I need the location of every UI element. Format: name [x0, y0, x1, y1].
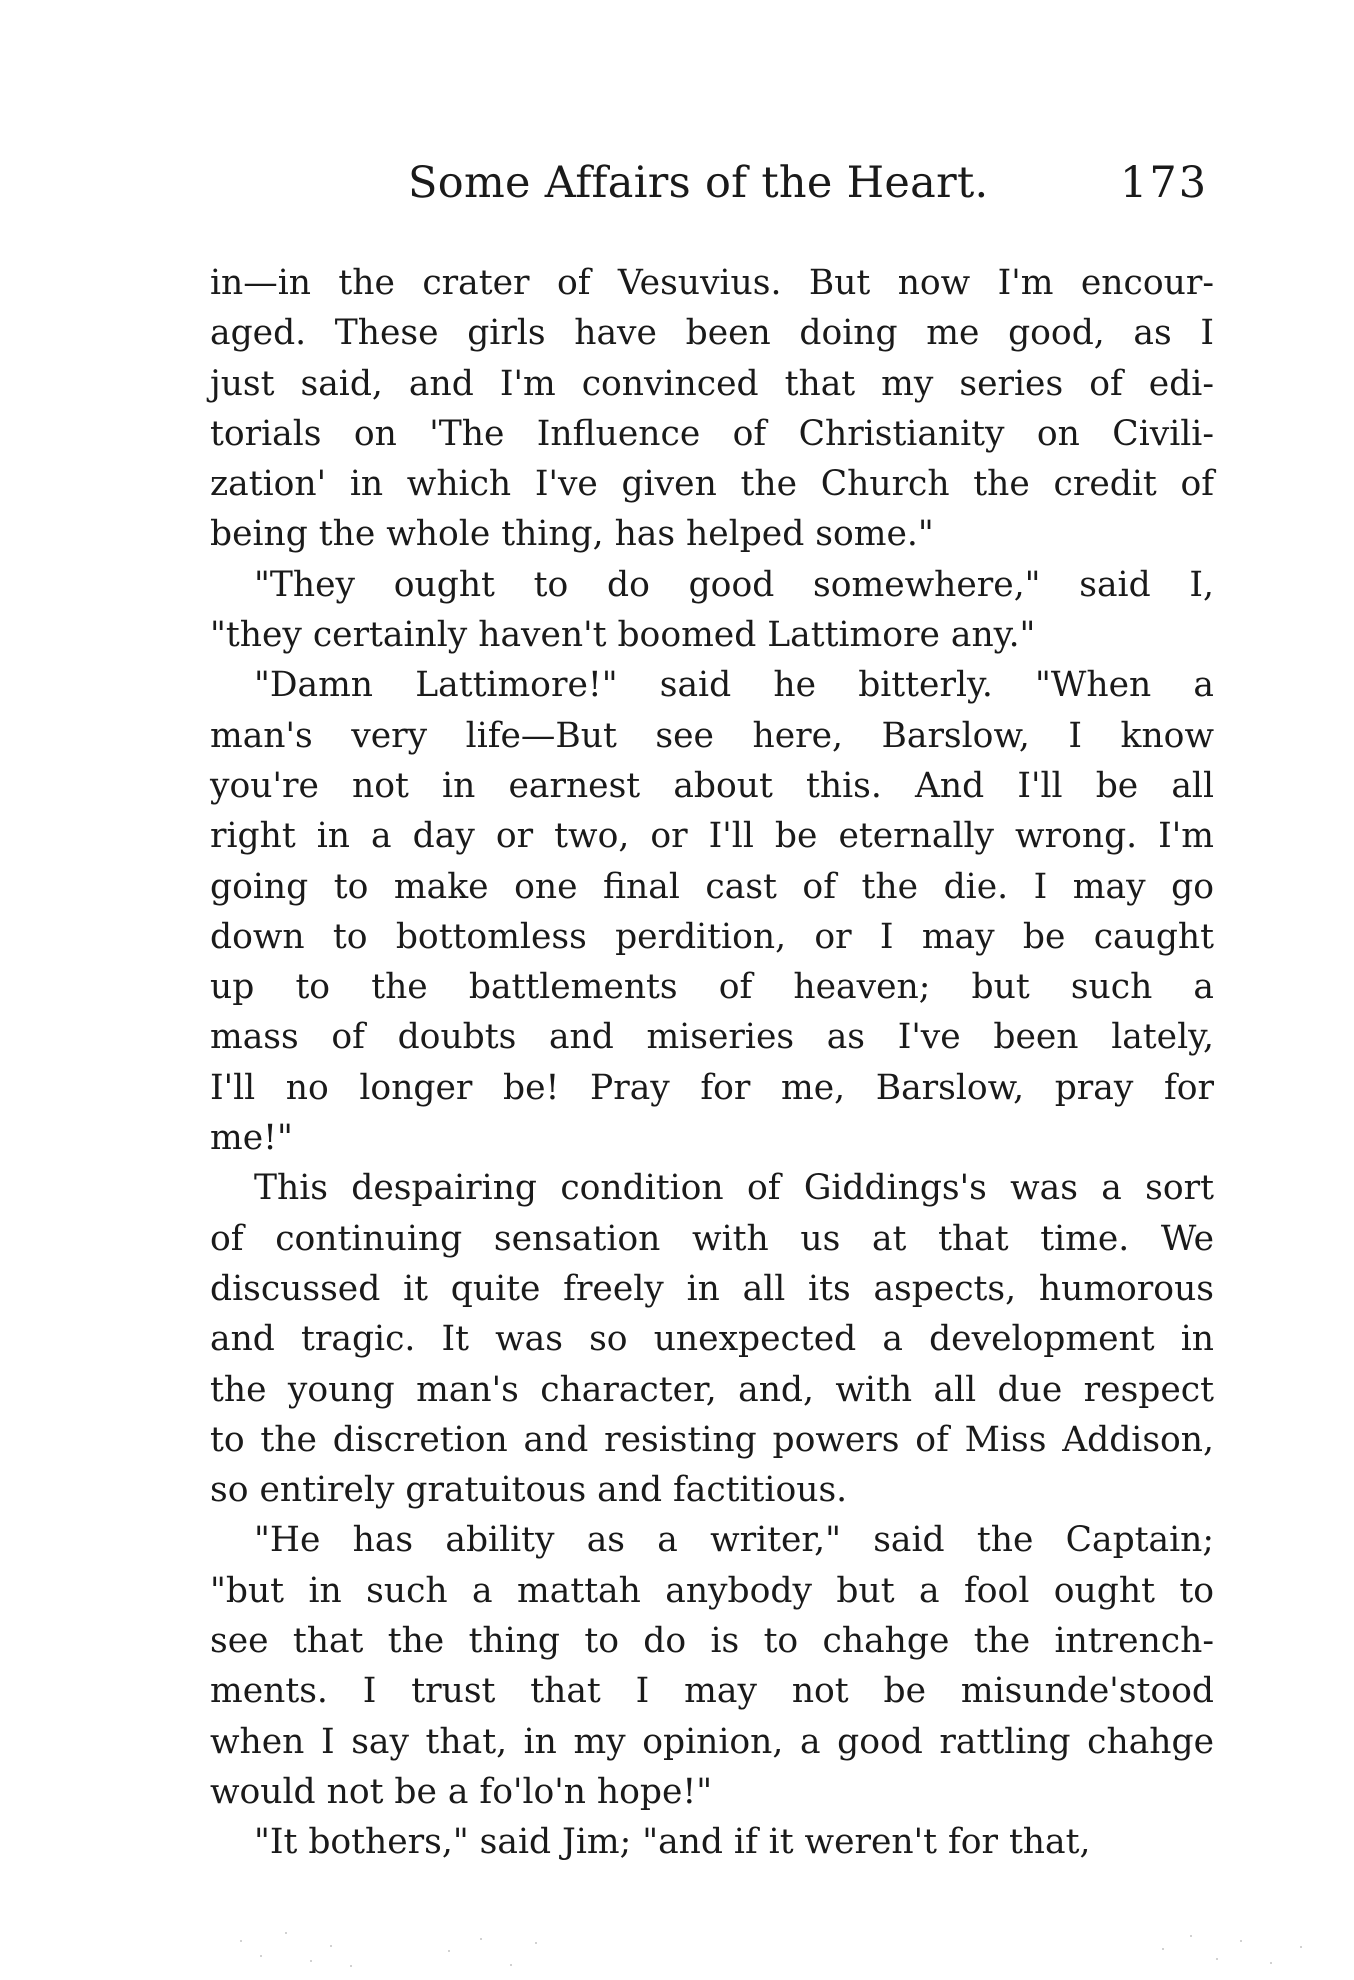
- page-header: [408, 158, 1208, 218]
- text-line: going to make one final cast of the die. I may go: [210, 866, 1214, 907]
- text-line: down to bottomless perdition, or I may be caught: [210, 916, 1214, 957]
- text-line: This despairing condition of Giddings's was a sort: [254, 1168, 1214, 1209]
- text-line: "but in such a mattah anybody but a fool ought to: [210, 1570, 1214, 1611]
- text-line: man's very life—But see here, Barslow, I know: [210, 715, 1214, 756]
- text-line: of continuing sensation with us at that time. We: [210, 1218, 1214, 1259]
- paragraph: [210, 560, 1214, 661]
- body-text: [210, 258, 1214, 1868]
- text-line: see that the thing to do is to chahge the intrench-: [210, 1621, 1214, 1662]
- text-line: zation' in which I've given the Church the credit of: [210, 464, 1214, 505]
- text-line: would not be a fo'lo'n hope!": [210, 1771, 713, 1812]
- text-line: "Damn Lattimore!" said he bitterly. "When a: [254, 665, 1214, 706]
- text-line: to the discretion and resisting powers of Miss Addison,: [210, 1419, 1214, 1460]
- text-line: when I say that, in my opinion, a good rattling chahge: [210, 1721, 1214, 1762]
- text-line: up to the battlements of heaven; but such a: [210, 967, 1214, 1008]
- running-title: Some Affairs of the Heart.: [408, 158, 989, 208]
- paragraph: [210, 1515, 1214, 1817]
- text-line: mass of doubts and miseries as I've been lately,: [210, 1017, 1214, 1058]
- text-line: just said, and I'm convinced that my series of edi-: [210, 363, 1214, 404]
- page-number: 173: [1120, 158, 1209, 208]
- text-line: me!": [210, 1118, 293, 1159]
- scan-noise: [440, 1920, 560, 1980]
- text-line: I'll no longer be! Pray for me, Barslow, pray for: [210, 1067, 1214, 1108]
- text-line: and tragic. It was so unexpected a development in: [210, 1319, 1214, 1360]
- text-line: being the whole thing, has helped some.": [210, 514, 934, 555]
- text-line: ments. I trust that I may not be misunde'stood: [210, 1671, 1214, 1712]
- text-line: in—in the crater of Vesuvius. But now I'm encour-: [210, 263, 1214, 303]
- text-line: aged. These girls have been doing me good, as I: [210, 313, 1214, 354]
- text-line: so entirely gratuitous and factitious.: [210, 1470, 848, 1511]
- text-line: right in a day or two, or I'll be eternally wrong. I'm: [210, 816, 1214, 857]
- paragraph: [210, 258, 1214, 560]
- text-line: discussed it quite freely in all its aspects, humorous: [210, 1268, 1214, 1309]
- scan-noise: [230, 1920, 370, 1980]
- paragraph: [210, 660, 1214, 1163]
- text-line: the young man's character, and, with all due respect: [210, 1369, 1214, 1410]
- text-line: you're not in earnest about this. And I'll be all: [210, 765, 1214, 806]
- text-line: "they certainly haven't boomed Lattimore any.": [210, 615, 1036, 656]
- scan-noise: [1150, 1920, 1330, 1980]
- text-line: "It bothers," said Jim; "and if it weren't for that,: [254, 1822, 1091, 1863]
- text-line: "He has ability as a writer," said the Captain;: [254, 1520, 1214, 1561]
- paragraph: [210, 1817, 1214, 1867]
- text-line: "They ought to do good somewhere," said I,: [254, 564, 1214, 605]
- text-line: torials on 'The Influence of Christianity on Civili-: [210, 413, 1214, 454]
- paragraph: [210, 1163, 1214, 1515]
